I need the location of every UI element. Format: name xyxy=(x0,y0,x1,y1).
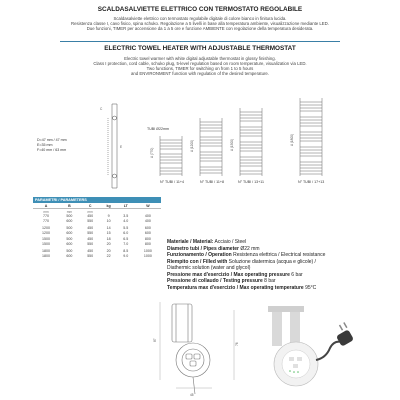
thermostat-product-image xyxy=(268,306,354,386)
table-cell: 600 xyxy=(144,225,151,230)
table-cell: 450 xyxy=(87,248,94,253)
table-cell: 1000 xyxy=(143,253,152,258)
table-cell: 550 xyxy=(87,230,94,235)
table-cell: 1500 xyxy=(42,242,50,247)
english-title: ELECTRIC TOWEL HEATER WITH ADJUSTABLE THERMOSTAT xyxy=(104,45,296,52)
spec-label: Riempito con / Filled with xyxy=(167,258,228,265)
table-cell: 450 xyxy=(87,237,94,242)
dims-note-1: D=47 mm / 47 mm xyxy=(37,138,67,142)
table-cell: 400 xyxy=(144,219,151,224)
table-cell: 3.5 xyxy=(123,214,129,219)
spec-value: Acciaio / Steel xyxy=(213,239,247,245)
table-cell: 550 xyxy=(87,219,94,224)
side-dim-e: E xyxy=(120,145,123,149)
table-cell: 9.0 xyxy=(123,253,129,258)
table-cell: 5.5 xyxy=(123,225,129,230)
italian-title: SCALDASALVIETTE ELETTRICO CON TERMOSTATO REGOLABILE xyxy=(97,6,303,13)
radiator-2 xyxy=(200,118,222,176)
table-cell: 10 xyxy=(106,219,111,224)
italian-line-1: Scaldasalviette elettrico con termostato regolabile digitale di colore bianco in finitura lucida. xyxy=(113,16,287,21)
spec-label: Diametro tubi / Pipes diameter xyxy=(167,245,239,252)
table-cell: 400 xyxy=(144,214,151,219)
table-cell: 600 xyxy=(144,230,151,235)
table-cell: 14 xyxy=(106,225,111,230)
table-cell: 20 xyxy=(106,248,111,253)
spec-row xyxy=(167,285,397,292)
table-header: B xyxy=(59,203,80,209)
table-cell: 600 xyxy=(66,230,73,235)
table-header: A xyxy=(33,203,59,209)
radiator-1 xyxy=(160,136,182,176)
english-line-2: Class I protection, cord cable, schuko plug, 5-level regulation based on room temperature, visualization via LED. xyxy=(93,61,307,66)
table-row xyxy=(33,253,161,258)
italian-line-2: Resistenza classe I, cavo fisico, spina schuko. Regolazione a 5 livelli in base alla temperatura ambiente, visualizzazione mediante LED. xyxy=(71,21,329,26)
dims-note-3: F=40 mm / 63 mm xyxy=(37,148,67,152)
spec-label: Materiale / Material: xyxy=(167,239,214,245)
spec-value: 6 bar xyxy=(289,271,303,278)
table-header: W xyxy=(135,203,161,209)
table-cell: 9 xyxy=(107,214,110,219)
table-unit: mm xyxy=(87,209,93,214)
table-cell: 18 xyxy=(106,237,111,242)
table-cell: 22 xyxy=(106,253,111,258)
spec-value: Diathermic solution (water and glycol) xyxy=(167,265,251,271)
radiator-3-label: N° TUBI / 13+11 xyxy=(238,180,264,184)
spec-label: Pressione di collaudo / Testing pressure xyxy=(167,278,263,284)
table-body xyxy=(33,209,161,258)
table-cell: 600 xyxy=(66,242,73,247)
divider xyxy=(60,41,340,42)
radiator-1-label: N° TUBI / 11+4 xyxy=(160,180,184,184)
table-cell: 600 xyxy=(66,253,73,258)
technical-drawing xyxy=(0,96,400,196)
spec-label: Temperatura max d'esercizio / Max operating temperature xyxy=(167,284,304,291)
radiator-3 xyxy=(240,108,262,176)
radiator-4-dim: A (1800) xyxy=(290,133,294,146)
table-cell: 450 xyxy=(87,225,94,230)
table-cell: 450 xyxy=(87,214,94,219)
table-cell: 6.0 xyxy=(123,230,129,235)
bottom-drawings xyxy=(0,300,400,400)
table-cell: 550 xyxy=(87,253,94,258)
parameters-table xyxy=(33,197,161,258)
table-cell: 1000 xyxy=(143,248,152,253)
radiator-2-label: N° TUBI / 11+8 xyxy=(200,180,224,184)
english-line-1: Electric towel warmer with white digital adjustable thermostat in glossy finishing. xyxy=(124,56,276,61)
side-dim-c: C xyxy=(100,107,103,111)
radiator-1-dim: A (770) xyxy=(150,147,154,158)
radiator-4-label: N° TUBI / 17+13 xyxy=(298,180,325,184)
table-cell: 1800 xyxy=(42,248,50,253)
table-cell: 1200 xyxy=(42,230,50,235)
radiator-2-dim: A (1200) xyxy=(190,139,194,152)
spec-value: Ø22 mm xyxy=(238,245,260,252)
italian-line-3: Due funzioni, TIMER per accensione da 1 a 5 ore e funzione AMBIENTE con regolazione della temperatura desiderata. xyxy=(86,26,314,31)
table-cell: 800 xyxy=(144,237,151,242)
table-cell: 4.0 xyxy=(123,219,129,224)
spec-value: 8 bar xyxy=(262,278,276,284)
table-header: C xyxy=(80,203,101,209)
table-cell: 20 xyxy=(106,242,111,247)
table-cell: 550 xyxy=(87,242,94,247)
spec-value: 95°C xyxy=(303,284,317,291)
table-cell: 8.5 xyxy=(123,248,129,253)
table-cell: 15 xyxy=(106,230,111,235)
table-cell: 500 xyxy=(66,248,73,253)
spec-label: Pressione max d'esercizio / Max operating pressure xyxy=(167,271,290,278)
table-cell: 500 xyxy=(66,225,73,230)
table-cell: 600 xyxy=(66,219,73,224)
dim-depth: 76 xyxy=(235,342,239,346)
table-cell: 1500 xyxy=(42,237,50,242)
table-cell: 770 xyxy=(43,214,49,219)
dims-note-2: E=35 mm xyxy=(37,143,53,147)
table-cell: 1800 xyxy=(42,253,50,258)
table-header: LT xyxy=(117,203,135,209)
table-cell: 1200 xyxy=(42,225,50,230)
table-header: kg xyxy=(101,203,117,209)
radiator-4 xyxy=(300,98,322,176)
tube-label: TUBI Ø22mm xyxy=(147,127,169,131)
table-cell: 500 xyxy=(66,214,73,219)
spec-label: Funzionamento / Operation xyxy=(167,252,232,258)
table-caption: PARAMETRI / PARAMETERS xyxy=(33,197,161,203)
table-cell: 500 xyxy=(66,237,73,242)
table-unit: mm xyxy=(66,209,73,214)
table-cell: 770 xyxy=(43,219,49,224)
radiator-3-dim: A (1500) xyxy=(230,138,234,151)
specifications xyxy=(167,239,397,291)
dim-width: 45 xyxy=(190,393,194,397)
thermostat-front-drawing xyxy=(172,304,210,394)
english-line-4: and ENVIRONMENT function with regulation of the desired temperature. xyxy=(131,71,269,76)
table-cell: 800 xyxy=(144,242,151,247)
dim-height: 87 xyxy=(153,338,157,342)
spec-value: Soluzione diatermica (acqua e glicole) / xyxy=(227,258,316,265)
side-profile xyxy=(108,104,117,188)
spec-value: Resistenza elettrica / Electrical resistance xyxy=(231,252,326,258)
english-line-3: Two functions, TIMER for switching on from 1 to 5 hours xyxy=(146,66,254,71)
table-cell: 7.0 xyxy=(123,242,129,247)
table-cell: 6.5 xyxy=(123,237,129,242)
table-unit: mm xyxy=(43,209,49,214)
